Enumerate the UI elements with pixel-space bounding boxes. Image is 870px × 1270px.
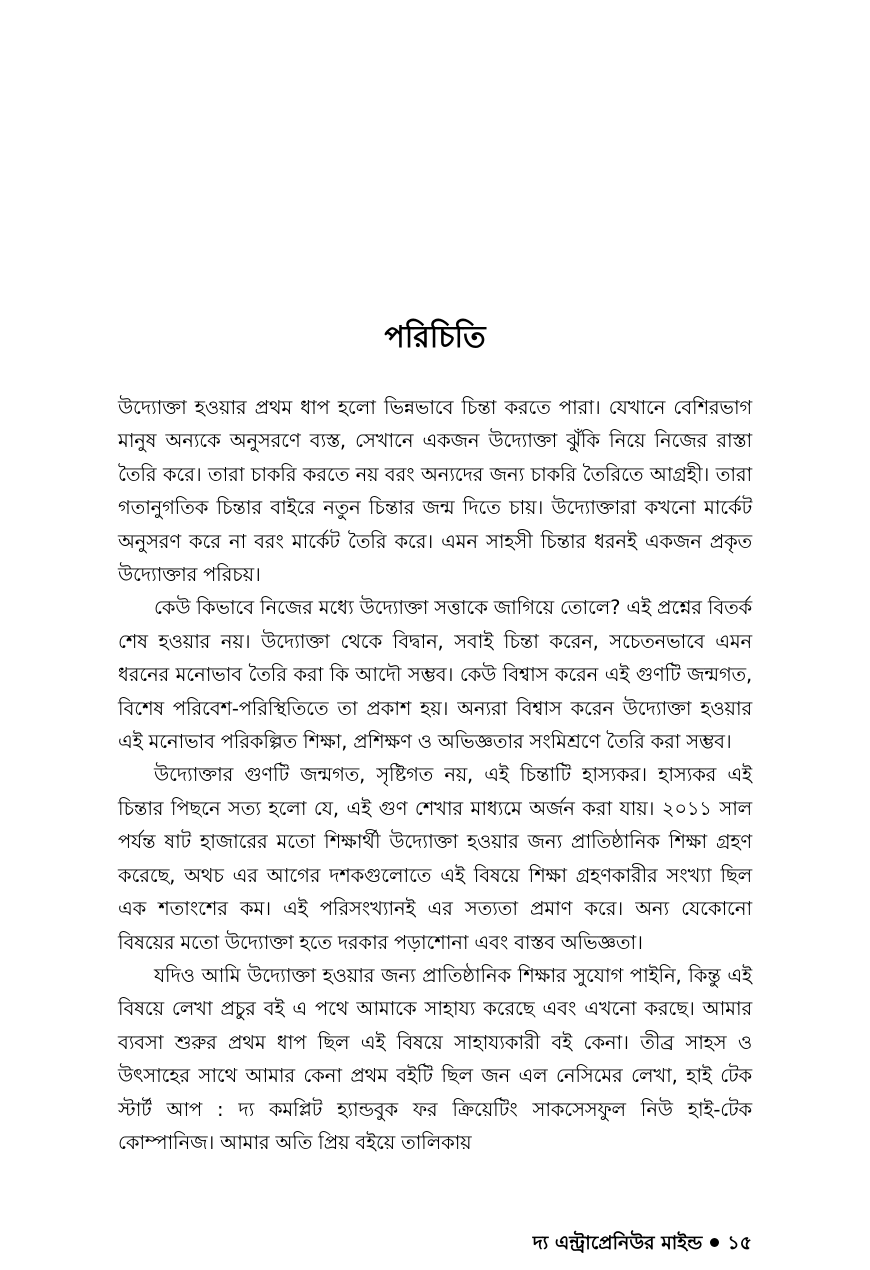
paragraph-2: কেউ কিভাবে নিজের মধ্যে উদ্যোক্তা সত্তাকে জাগিয়ে তোলে? এই প্রশ্নের বিতর্ক শেষ হওয়ার নয়। উদ্যোক্তা থেকে বিদ্বান, সবাই চিন্তা করেন, সচেতনভাবে এমন ধরনের মনোভাব তৈরি করা কি আদৌ সম্ভব। কেউ বিশ্বাস করেন এই গুণটি জন্মগত, বিশেষ পরিবেশ-পরিস্থিতিতে তা প্রকাশ হয়। অন্যরা বিশ্বাস করেন উদ্যোক্তা হওয়ার এই মনোভাব পরিকল্পিত শিক্ষা, প্রশিক্ষণ ও অভিজ্ঞতার সংমিশ্রণে তৈরি করা সম্ভব। <box>118 596 752 754</box>
page-footer <box>533 1228 752 1258</box>
bullet-separator-icon <box>710 1238 719 1247</box>
paragraph-3: উদ্যোক্তার গুণটি জন্মগত, সৃষ্টিগত নয়, এই চিন্তাটি হাস্যকর। হাস্যকর এই চিন্তার পিছনে সত্য হলো যে, এই গুণ শেখার মাধ্যমে অর্জন করা যায়। ২০১১ সাল পর্যন্ত ষাট হাজারের মতো শিক্ষার্থী উদ্যোক্তা হওয়ার জন্য প্রাতিষ্ঠানিক শিক্ষা গ্রহণ করেছে, অথচ এর আগের দশকগুলোতে এই বিষয়ে শিক্ষা গ্রহণকারীর সংখ্যা ছিল এক শতাংশের কম। এই পরিসংখ্যানই এর সত্যতা প্রমাণ করে। অন্য যেকোনো বিষয়ের মতো উদ্যোক্তা হতে দরকার পড়াশোনা এবং বাস্তব অভিজ্ঞতা। <box>118 763 752 954</box>
page-number: ১৫ <box>727 1232 752 1254</box>
paragraph-4: যদিও আমি উদ্যোক্তা হওয়ার জন্য প্রাতিষ্ঠানিক শিক্ষার সুযোগ পাইনি, কিন্তু এই বিষয়ে লেখা প্রচুর বই এ পথে আমাকে সাহায্য করেছে এবং এখনো করছে। আমার ব্যবসা শুরুর প্রথম ধাপ ছিল এই বিষয়ে সাহায্যকারী বই কেনা। তীব্র সাহস ও উৎসাহের সাথে আমার কেনা প্রথম বইটি ছিল জন এল নেসিমের লেখা, হাই টেক স্টার্ট আপ : দ্য কমপ্লিট হ্যান্ডবুক ফর ক্রিয়েটিং সাকসেসফুল নিউ হাই-টেক কোম্পানিজ। আমার অতি প্রিয় বইয়ে তালিকায় <box>118 963 752 1154</box>
body-text <box>118 391 752 1159</box>
paragraph-1: উদ্যোক্তা হওয়ার প্রথম ধাপ হলো ভিন্নভাবে চিন্তা করতে পারা। যেখানে বেশিরভাগ মানুষ অন্যকে অনুসরণে ব্যস্ত, সেখানে একজন উদ্যোক্তা ঝুঁকি নিয়ে নিজের রাস্তা তৈরি করে। তারা চাকরি করতে নয় বরং অন্যদের জন্য চাকরি তৈরিতে আগ্রহী। তারা গতানুগতিক চিন্তার বাইরে নতুন চিন্তার জন্ম দিতে চায়। উদ্যোক্তারা কখনো মার্কেট অনুসরণ করে না বরং মার্কেট তৈরি করে। এমন সাহসী চিন্তার ধরনই একজন প্রকৃত উদ্যোক্তার পরিচয়। <box>118 396 752 587</box>
chapter-title: পরিচিতি <box>384 320 486 355</box>
footer-book-title: দ্য এন্ট্রাপ্রেনিউর মাইন্ড <box>532 1232 703 1254</box>
